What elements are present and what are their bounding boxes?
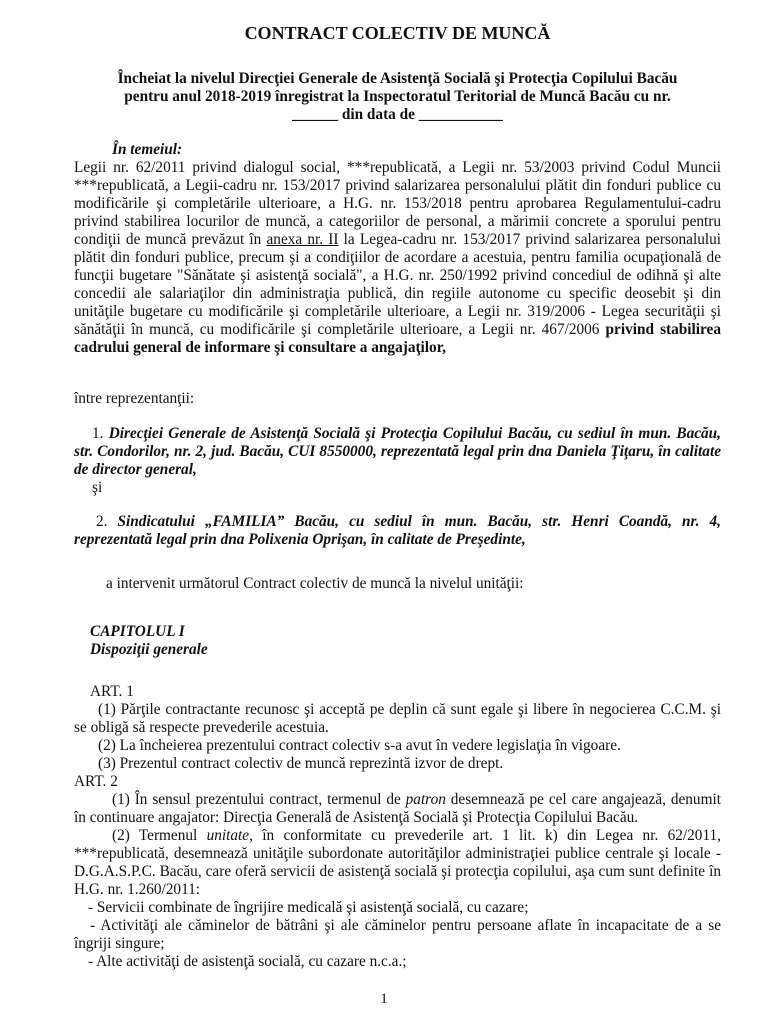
art-2-p1-term: patron (405, 791, 446, 808)
temeiul-heading: În temeiul: (112, 141, 183, 158)
art-2-p2 (74, 827, 721, 899)
party-2-text: Sindicatului „FAMILIA” Bacău, cu sediul în mun. Bacău, str. Henri Coandă, nr. 4, reprezentată legal prin dna Polixenia Oprişan, în calitate de Preşedinte, (74, 513, 721, 548)
subtitle-line-3: ______ din data de ___________ (292, 106, 503, 123)
page-number: 1 (380, 991, 388, 1007)
art-2-p1-post: desemnează pe cel care angajează, denumit în continuare angajator: Direcţia Generală de Asistenţă Socială şi Protecţia Copilului Bacău. (74, 791, 721, 826)
art-2-bullet-1: - Servicii combinate de îngrijire medicală şi asistenţă socială, cu cazare; (88, 899, 529, 916)
subtitle-line-1: Încheiat la nivelul Direcţiei Generale de Asistenţă Socială şi Protecţia Copilului Bacău (117, 70, 678, 87)
intre-reprezentantii: între reprezentanţii: (74, 390, 195, 407)
temeiul-text-1: Legii nr. 62/2011 privind dialogul social, ***republicată, a Legii nr. 53/2003 privind Codul Muncii ***republicată, a Legii-cadru nr. 153/2017 privind salarizarea personalului plătit din fonduri publice cu modificările şi completările ulterioare, a H.G. nr. 153/2018 pentru aprobarea Regulamentului-cadru privind stabilirea locurilor de muncă, a categoriilor de personal, a mărimii concrete a sporului pentru condiţii de muncă prevăzut în (74, 159, 721, 248)
party-2 (74, 513, 721, 549)
art-1-label: ART. 1 (90, 683, 134, 700)
art-2-label: ART. 2 (74, 773, 118, 790)
party-1-text: Direcţiei Generale de Asistenţă Socială şi Protecţia Copilului Bacău, cu sediul în mun. Bacău, str. Condorilor, nr. 2, jud. Bacău, CUI 8550000, reprezentată legal prin dna Daniela Ţiţaru, în calitate de director general, (74, 425, 721, 478)
party-2-number: 2. (96, 513, 108, 530)
temeiul-text-bold: privind stabilirea cadrului general de informare şi consultare a angajaţilor, (74, 321, 721, 356)
art-2-p1 (74, 791, 721, 827)
intro-sentence: a intervenit următorul Contract colectiv de muncă la nivelul unităţii: (106, 575, 524, 592)
document-title: CONTRACT COLECTIV DE MUNCĂ (244, 23, 551, 43)
chapter-title: CAPITOLUL I (90, 623, 185, 640)
party-1 (74, 425, 721, 479)
art-1-p3: (3) Prezentul contract colectiv de muncă reprezintă izvor de drept. (98, 755, 504, 772)
temeiul-paragraph (74, 159, 721, 357)
art-2-p2-post: , în conformitate cu prevederile art. 1 lit. k) din Legea nr. 62/2011, ***republicată, desemnează unităţile subordonate autorităţilor administraţiei publice centrale şi locale - D.G.A.S.P.C. Bacău, care oferă servicii de asistenţă socială şi protecţia copilului, aşa cum sunt definite în H.G. nr. 1.260/2011: (74, 827, 721, 898)
subtitle-line-2: pentru anul 2018-2019 înregistrat la Inspectoratul Teritorial de Muncă Bacău cu nr. (124, 88, 671, 105)
art-2-p2-term: unitate (206, 827, 250, 844)
art-1-p1: (1) Părţile contractante recunosc şi acceptă pe deplin că sunt egale şi libere în negocierea C.C.M. şi se obligă să respecte prevederile acestuia. (74, 701, 721, 736)
art-2-p1-pre: (1) În sensul prezentului contract, termenul de (112, 791, 401, 808)
party-1-number: 1. (92, 425, 104, 442)
art-1-p2: (2) La încheierea prezentului contract colectiv s-a avut în vedere legislaţia în vigoare. (98, 737, 621, 754)
temeiul-text-2: la Legea-cadru nr. 153/2017 privind salarizarea personalului plătit din fonduri publice, precum şi a condiţiilor de acordare a acestuia, pentru familia ocupaţională de funcţii bugetare "Sănătate şi asistenţă socială", a H.G. nr. 250/1992 privind concediul de odihnă şi alte concedii ale salariaţilor din administraţia publică, din regiile autonome cu specific deosebit şi din unităţile bugetare cu modificările şi completările ulterioare, a Legii nr. 319/2006 - Legea securităţii şi sănătăţii în muncă, cu modificările şi completările ulterioare, a Legii nr. 467/2006 (74, 231, 721, 338)
art-2-bullet-3: - Alte activităţi de asistenţă socială, cu cazare n.c.a.; (88, 953, 407, 970)
art-2-p2-pre: (2) Termenul (112, 827, 198, 844)
chapter-subtitle: Dispoziţii generale (90, 641, 208, 658)
anexa-link[interactable]: anexa nr. II (266, 231, 339, 248)
conjunction-si: şi (92, 479, 103, 496)
art-2-bullet-2: - Activităţi ale căminelor de bătrâni şi ale căminelor pentru persoane aflate în incapacitate de a se îngriji singure; (74, 917, 721, 952)
